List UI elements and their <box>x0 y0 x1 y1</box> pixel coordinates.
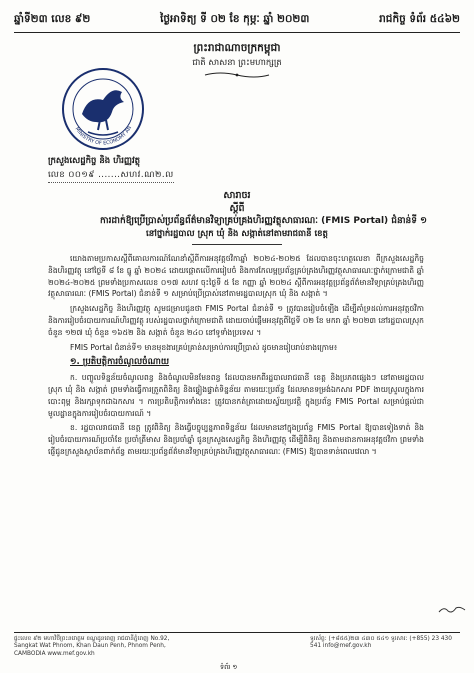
footer-contact: ទូរស័ព្ទ: (+៨៥៥)២៣ ៤៣០ ៥៤១ ទូរសារ: (+855) 23 430 541 info@mef.gov.kh <box>310 636 452 650</box>
page-footer <box>14 632 460 657</box>
paragraph: FMIS Portal ជំនាន់ទី១ មានមុខងារគ្រប់គ្រាន់សម្រាប់ការប្រើប្រាស់ ដូចមានរៀបរាប់ខាងក្រោម៖ <box>70 342 338 352</box>
document-title: ការដាក់ឱ្យប្រើប្រាស់ប្រព័ន្ធព័ត៌មានវិទ្យាគ្រប់គ្រងហិរញ្ញវត្ថុសាធារណៈ (FMIS Portal) ជំនាន់ទី ១ <box>100 216 427 226</box>
paragraph: ក្រសួងសេដ្ឋកិច្ច និងហិរញ្ញវត្ថុ សូមជម្រាបជូនថា FMIS Portal ជំនាន់ទី ១ ត្រូវបានរៀបចំឡើង ដើម្បីគាំទ្រដល់ការអនុវត្តថវិកា និងការរៀបចំរបាយការណ៍ហិរញ្ញវត្ថុ របស់រដ្ឋបាលថ្នាក់ក្រោមជាតិ ដោយចាប់ផ្តើមអនុវត្តពីថ្ងៃទី ០២ ខែ មករា ឆ្នាំ ២០២៣ នៅរដ្ឋបាលស្រុក ចំនួន ១២៧ ឃុំ ចំនួន ១៦៥២ និង សង្កាត់ ចំនួន ២៤០ នៅទូទាំងប្រទេស ។ <box>48 304 424 337</box>
initial-mark-icon <box>438 605 466 615</box>
kingdom-title: ព្រះរាជាណាចក្រកម្ពុជា <box>193 42 281 54</box>
page-number: ទំព័រ ១ <box>220 663 238 671</box>
ornament-divider-icon <box>203 72 271 78</box>
ministry-seal-icon <box>60 66 146 152</box>
subject-label: ស្តីពី <box>229 203 245 214</box>
year-issue: ឆ្នាំទី២៣ លេខ ៩២ <box>14 12 91 25</box>
gazette-page: រាជកិច្ច ទំព័រ ៥៤៦២ <box>379 12 460 25</box>
issue-date: ថ្ងៃអាទិត្យ ទី ០២ ខែ កុម្ភៈ ឆ្នាំ ២០២៣ <box>160 12 310 25</box>
national-motto: ជាតិ សាសនា ព្រះមហាក្សត្រ <box>192 58 282 68</box>
title-underline <box>192 244 282 245</box>
reference-number: លេខ ០០១៩ .......សហវ.ណ២.ល <box>48 170 174 183</box>
paragraph: យោងតាមប្រកាសស្តីពីគោលការណ៍ណែនាំស្តីពីការអនុវត្តថវិកាឆ្នាំ ២០២៤-២០២៥ ដែលបានចុះហត្ថលេខា ពីក្រសួងសេដ្ឋកិច្ច និងហិរញ្ញវត្ថុ នៅថ្ងៃទី ៨ ខែ ធ្នូ ឆ្នាំ ២០២៤ ដោយផ្តោតលើការរៀបចំ និងការកែលម្អប្រព័ន្ធគ្រប់គ្រងហិរញ្ញវត្ថុសាធារណៈថ្នាក់ក្រោមជាតិ ឆ្នាំ ២០២៤-២០២៥ ព្រមទាំងប្រកាសលេខ ០១៧ សហវ ចុះថ្ងៃទី ៥ ខែ កញ្ញា ឆ្នាំ ២០២៤ ស្តីពីការអនុវត្តប្រព័ន្ធព័ត៌មានវិទ្យាគ្រប់គ្រងហិរញ្ញវត្ថុសាធារណៈ (FMIS Portal) ជំនាន់ទី ១ សម្រាប់ប្រើប្រាស់នៅតាមរដ្ឋបាលស្រុក ឃុំ និង សង្កាត់ ។ <box>48 254 424 299</box>
section-heading: ១. ប្រតិបត្តិការចំណូលចំណាយ <box>70 357 170 368</box>
ministry-name: ក្រសួងសេដ្ឋកិច្ច និង ហិរញ្ញវត្ថុ <box>48 156 141 166</box>
document-type: សារាចរ <box>223 190 251 201</box>
document-body <box>48 253 424 461</box>
paragraph: ខ. រដ្ឋបាលរាជធានី ខេត្ត ត្រូវពិនិត្យ និងធ្វើបច្ចុប្បន្នភាពទិន្នន័យ ដែលមាននៅក្នុងប្រព័ន្ធ FMIS Portal ឱ្យបានទៀងទាត់ និងរៀបចំរបាយការណ៍ប្រចាំខែ ប្រចាំត្រីមាស និងប្រចាំឆ្នាំ ជូនក្រសួងសេដ្ឋកិច្ច និងហិរញ្ញវត្ថុ ដើម្បីពិនិត្យ និងតាមដានការអនុវត្តថវិកា ព្រមទាំងផ្ញើជូនក្រសួងស្ថាប័នពាក់ព័ន្ធ តាមរយៈប្រព័ន្ធព័ត៌មានវិទ្យាគ្រប់គ្រងហិរញ្ញវត្ថុសាធារណៈ (FMIS) ឱ្យបានទាន់ពេលវេលា ។ <box>48 423 424 456</box>
gazette-header <box>14 8 460 33</box>
paragraph: ក. បញ្ចូលទិន្នន័យចំណូលពន្ធ និងចំណូលមិនមែនពន្ធ ដែលបានមកពីរដ្ឋបាលរាជធានី ខេត្ត និងប្រភពផ្សេងៗ នៅតាមរដ្ឋបាលស្រុក ឃុំ និង សង្កាត់ ព្រមទាំងធ្វើការត្រួតពិនិត្យ និងផ្ទៀងផ្ទាត់ទិន្នន័យ តាមរយៈប្រព័ន្ធ ដែលមានទម្រង់ឯកសារ PDF ងាយស្រួលក្នុងការបោះពុម្ព និងរក្សាទុកជាឯកសារ ។ ការប្រតិបត្តិការទាំងនេះ ត្រូវបានកត់ត្រាដោយស្វ័យប្រវត្តិ ក្នុងប្រព័ន្ធ FMIS Portal សម្រាប់ផ្តល់ជាមូលដ្ឋានក្នុងការរៀបចំរបាយការណ៍ ។ <box>48 373 424 418</box>
document-subtitle: នៅថ្នាក់រដ្ឋបាល ស្រុក ឃុំ និង សង្កាត់នៅតាមរាជធានី ខេត្ត <box>146 229 328 239</box>
seal-text: MINISTRY OF ECONOMY AN <box>73 125 134 147</box>
footer-address: ផ្ទះលេខ ៩២ មហាវិថីព្រះនរោត្តម ខណ្ឌដូនពេញ រាជធានីភ្នំពេញ No.92, Sangkat Wat Phnom, Khan Daun Penh, Phnom Penh, CAMBODIA www.mef.gov.kh <box>14 636 170 657</box>
